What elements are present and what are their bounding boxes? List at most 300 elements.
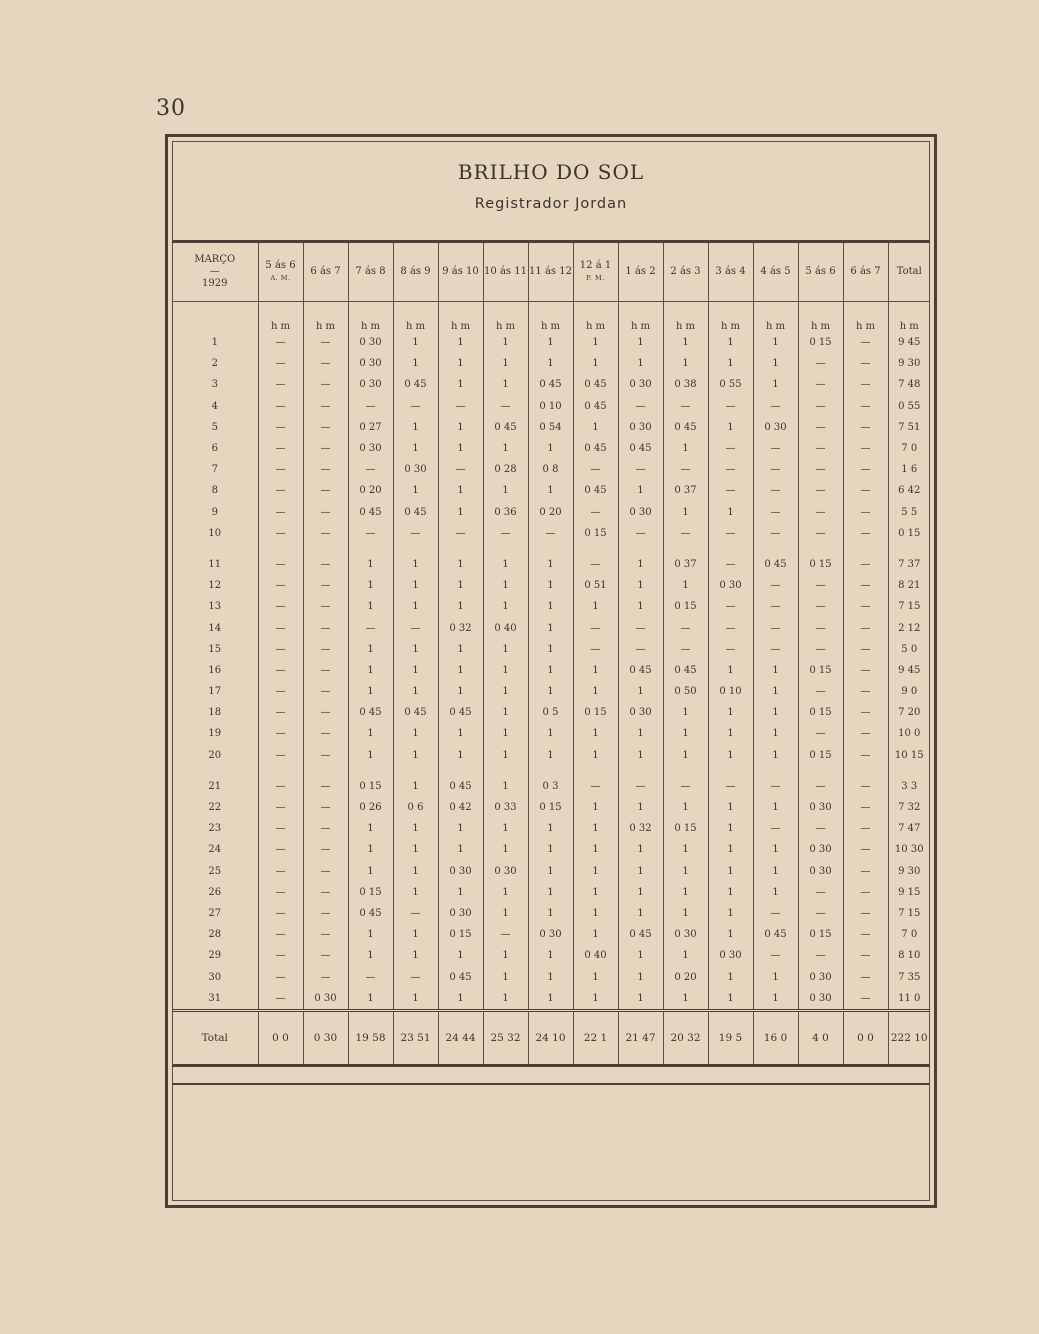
table-cell: 1 [753, 745, 798, 766]
unit-label: h m [573, 302, 618, 333]
table-cell: — [573, 502, 618, 523]
table-cell: 1 [663, 745, 708, 766]
column-header [663, 243, 708, 302]
page-number: 30 [156, 96, 186, 121]
table-cell: 1 [663, 988, 708, 1011]
table-cell: — [483, 396, 528, 417]
table-cell: 1 [753, 702, 798, 723]
day-cell: 27 [208, 907, 222, 919]
table-cell: — [258, 818, 303, 839]
table-cell: — [843, 818, 888, 839]
table-cell: — [348, 396, 393, 417]
table-cell: 1 [483, 596, 528, 617]
table-cell: 9 15 [888, 882, 930, 903]
table-cell: 1 [573, 988, 618, 1011]
table-cell: 0 30 [348, 438, 393, 459]
table-cell: 1 [618, 945, 663, 966]
table-cell: 1 [618, 681, 663, 702]
table-cell: 0 10 [708, 681, 753, 702]
table-row [172, 966, 930, 987]
table-cell: 1 [438, 417, 483, 438]
table-row [172, 766, 930, 797]
table-cell: 1 [573, 417, 618, 438]
bottom-rule [172, 1083, 930, 1085]
table-cell: — [303, 374, 348, 395]
table-cell: — [303, 353, 348, 374]
table-cell: — [798, 417, 843, 438]
table-cell: 1 [348, 924, 393, 945]
table-cell: 1 [438, 818, 483, 839]
table-cell: 7 51 [888, 417, 930, 438]
column-header [708, 243, 753, 302]
table-cell: 0 30 [348, 374, 393, 395]
table-cell: 0 30 [618, 502, 663, 523]
table-cell: 0 3 [528, 766, 573, 797]
table-row [172, 924, 930, 945]
table-cell: — [573, 639, 618, 660]
table-cell: 0 45 [753, 544, 798, 575]
table-cell: — [708, 459, 753, 480]
table-cell: — [393, 966, 438, 987]
page-title: BRILHO DO SOL [457, 160, 645, 184]
table-cell: 1 [528, 723, 573, 744]
table-cell: 1 [573, 681, 618, 702]
table-cell: 1 [483, 660, 528, 681]
unit-label: h m [843, 302, 888, 333]
table-cell: 0 30 [438, 861, 483, 882]
table-cell: 1 [483, 903, 528, 924]
table-cell: — [843, 417, 888, 438]
table-cell: 0 40 [573, 945, 618, 966]
table-cell: — [663, 459, 708, 480]
table-cell: — [258, 353, 303, 374]
table-cell: — [393, 617, 438, 638]
table-cell: — [753, 438, 798, 459]
day-cell: 10 [208, 527, 222, 539]
table-cell: 1 [663, 438, 708, 459]
table-cell: 0 30 [348, 353, 393, 374]
table-cell: 0 30 [798, 988, 843, 1011]
table-cell: — [753, 396, 798, 417]
table-cell: 1 [348, 945, 393, 966]
table-cell: 1 [708, 417, 753, 438]
table-row [172, 945, 930, 966]
table-cell: — [258, 374, 303, 395]
table-cell: — [753, 766, 798, 797]
column-label: 4 ás 5 [760, 266, 791, 277]
table-cell: — [258, 596, 303, 617]
table-cell: 1 [528, 353, 573, 374]
table-cell: 9 45 [888, 332, 930, 353]
table-cell: 1 [618, 723, 663, 744]
table-cell: 7 37 [888, 544, 930, 575]
day-cell: 9 [211, 506, 218, 518]
table-cell: 1 [753, 660, 798, 681]
table-row [172, 660, 930, 681]
table-cell: 0 26 [348, 797, 393, 818]
total-cell: 24 10 [528, 1010, 573, 1064]
table-cell: — [303, 396, 348, 417]
table-cell: — [798, 945, 843, 966]
table-cell: 1 [528, 480, 573, 501]
day-cell: 18 [208, 707, 222, 719]
day-cell: 23 [208, 823, 222, 835]
table-cell: 0 45 [348, 702, 393, 723]
table-cell: — [303, 818, 348, 839]
table-row [172, 332, 930, 353]
table-cell: 0 55 [708, 374, 753, 395]
table-cell: 1 [483, 882, 528, 903]
table-cell: 0 15 [348, 882, 393, 903]
table-cell: 1 [393, 882, 438, 903]
table-cell: — [798, 903, 843, 924]
table-cell: — [753, 502, 798, 523]
table-cell: 1 [753, 681, 798, 702]
table-cell: 1 6 [888, 459, 930, 480]
table-cell: 0 30 [798, 797, 843, 818]
table-row [172, 702, 930, 723]
table-cell: 1 [393, 639, 438, 660]
table-cell: — [753, 575, 798, 596]
header-row [172, 243, 930, 302]
table-cell: 0 30 [798, 861, 843, 882]
table-cell: 1 [438, 544, 483, 575]
table-cell: 1 [393, 681, 438, 702]
table-cell: — [843, 374, 888, 395]
table-cell: — [843, 766, 888, 797]
table-cell: 7 0 [888, 924, 930, 945]
table-cell: 0 15 [573, 523, 618, 544]
table-cell: 1 [663, 797, 708, 818]
table-cell: 0 45 [618, 924, 663, 945]
table-cell: 0 30 [393, 459, 438, 480]
table-cell: — [798, 502, 843, 523]
page-subtitle: Registrador Jordan [474, 196, 628, 212]
table-cell: 1 [753, 861, 798, 882]
total-cell: 222 10 [888, 1010, 930, 1064]
table-cell: 1 [483, 681, 528, 702]
table-cell: 1 [528, 544, 573, 575]
table-cell: — [708, 438, 753, 459]
table-cell: — [843, 544, 888, 575]
day-cell: 25 [208, 865, 222, 877]
table-cell: 1 [618, 797, 663, 818]
table-cell: 7 35 [888, 966, 930, 987]
table-row [172, 861, 930, 882]
table-cell: 0 15 [348, 766, 393, 797]
table-cell: 0 20 [663, 966, 708, 987]
day-cell: 22 [208, 802, 222, 814]
table-cell: 0 38 [663, 374, 708, 395]
table-cell: 1 [708, 882, 753, 903]
table-cell: — [393, 523, 438, 544]
column-header [303, 243, 348, 302]
table-cell: — [573, 544, 618, 575]
table-cell: 1 [618, 575, 663, 596]
table-cell: 0 45 [438, 766, 483, 797]
table-cell: — [798, 459, 843, 480]
day-cell: 13 [208, 601, 222, 613]
column-label: 10 ás 11 [484, 266, 527, 277]
table-cell: — [663, 639, 708, 660]
table-cell: — [258, 523, 303, 544]
table-cell: 2 12 [888, 617, 930, 638]
table-cell: — [843, 639, 888, 660]
table-cell: 0 45 [573, 438, 618, 459]
table-cell: — [258, 660, 303, 681]
table-cell: 1 [348, 681, 393, 702]
table-cell: 1 [348, 544, 393, 575]
table-cell: — [303, 839, 348, 860]
table-cell: — [843, 681, 888, 702]
table-row [172, 596, 930, 617]
table-cell: — [663, 396, 708, 417]
table-cell: 11 0 [888, 988, 930, 1011]
table-cell: 1 [438, 438, 483, 459]
table-cell: 1 [438, 374, 483, 395]
table-cell: 1 [753, 797, 798, 818]
total-cell: 19 5 [708, 1010, 753, 1064]
table-cell: — [843, 502, 888, 523]
day-cell: 17 [208, 686, 222, 698]
table-cell: — [798, 766, 843, 797]
table-cell: 0 15 [663, 596, 708, 617]
table-cell: 0 15 [798, 702, 843, 723]
day-cell: 8 [211, 485, 218, 497]
table-cell: 1 [528, 617, 573, 638]
column-header [618, 243, 663, 302]
table-cell: — [843, 797, 888, 818]
table-cell: 1 [438, 945, 483, 966]
table-cell: 1 [573, 882, 618, 903]
month-label: MARÇO [194, 254, 236, 265]
column-header [438, 243, 483, 302]
table-cell: 1 [528, 988, 573, 1011]
table-cell: 1 [393, 861, 438, 882]
table-cell: 1 [528, 839, 573, 860]
table-cell: — [303, 639, 348, 660]
table-cell: 1 [528, 660, 573, 681]
totals-row [172, 1010, 930, 1064]
table-cell: 1 [528, 903, 573, 924]
day-cell: 31 [208, 992, 222, 1004]
table-cell: — [753, 818, 798, 839]
table-cell: 1 [438, 681, 483, 702]
table-cell: — [798, 523, 843, 544]
table-cell: — [258, 639, 303, 660]
table-cell: 1 [483, 818, 528, 839]
table-cell: 0 15 [528, 797, 573, 818]
total-cell: 22 1 [573, 1010, 618, 1064]
table-cell: — [303, 660, 348, 681]
table-cell: 8 21 [888, 575, 930, 596]
table-cell: — [258, 617, 303, 638]
table-cell: 1 [573, 966, 618, 987]
table-cell: — [303, 332, 348, 353]
day-cell: 14 [208, 622, 222, 634]
table-cell: — [258, 745, 303, 766]
total-cell: 0 30 [303, 1010, 348, 1064]
table-cell: 1 [438, 723, 483, 744]
day-cell: 21 [208, 780, 222, 792]
month-dash: — [209, 266, 220, 277]
table-cell: 1 [483, 988, 528, 1011]
table-cell: 0 28 [483, 459, 528, 480]
table-cell: 0 30 [798, 839, 843, 860]
table-cell: — [708, 639, 753, 660]
table-cell: — [843, 396, 888, 417]
title-block [172, 160, 930, 212]
table-cell: — [303, 417, 348, 438]
table-cell: 0 20 [528, 502, 573, 523]
table-row [172, 523, 930, 544]
table-row [172, 723, 930, 744]
table-cell: — [303, 459, 348, 480]
table-cell: 1 [618, 839, 663, 860]
table-cell: 1 [708, 818, 753, 839]
table-cell: 0 10 [528, 396, 573, 417]
table-cell: — [753, 459, 798, 480]
table-cell: — [618, 639, 663, 660]
total-cell: 23 51 [393, 1010, 438, 1064]
unit-label: h m [528, 302, 573, 333]
table-cell: — [258, 723, 303, 744]
day-cell: 7 [211, 464, 218, 476]
table-cell: 1 [438, 660, 483, 681]
table-cell: — [573, 459, 618, 480]
table-cell: 3 3 [888, 766, 930, 797]
table-cell: 1 [528, 882, 573, 903]
table-cell: 1 [573, 660, 618, 681]
table-cell: — [798, 723, 843, 744]
table-cell: 7 15 [888, 596, 930, 617]
table-cell: 1 [573, 332, 618, 353]
table-cell: — [618, 459, 663, 480]
table-cell: 1 [483, 575, 528, 596]
table-row [172, 617, 930, 638]
table-cell: — [483, 924, 528, 945]
total-cell: 0 0 [843, 1010, 888, 1064]
table-row [172, 882, 930, 903]
total-cell: 19 58 [348, 1010, 393, 1064]
table-cell: 1 [753, 332, 798, 353]
day-cell: 15 [208, 643, 222, 655]
table-row [172, 903, 930, 924]
table-cell: 9 30 [888, 861, 930, 882]
table-cell: 1 [528, 332, 573, 353]
day-cell: 4 [211, 400, 218, 412]
column-label: 6 ás 7 [850, 266, 881, 277]
table-cell: — [303, 681, 348, 702]
unit-label: h m [798, 302, 843, 333]
table-cell: — [843, 723, 888, 744]
table-cell: — [348, 523, 393, 544]
table-cell: 1 [708, 924, 753, 945]
table-row [172, 374, 930, 395]
table-cell: — [303, 544, 348, 575]
table-cell: — [258, 681, 303, 702]
total-cell: 21 47 [618, 1010, 663, 1064]
table-cell: — [258, 502, 303, 523]
table-cell: 0 45 [753, 924, 798, 945]
table-cell: — [303, 903, 348, 924]
table-cell: 1 [393, 417, 438, 438]
table-cell: 1 [483, 766, 528, 797]
table-cell: 0 36 [483, 502, 528, 523]
table-cell: — [258, 903, 303, 924]
table-cell: 1 [663, 861, 708, 882]
table-cell: — [843, 575, 888, 596]
table-cell: 1 [348, 839, 393, 860]
table-cell: — [843, 903, 888, 924]
table-cell: 7 47 [888, 818, 930, 839]
table-cell: — [303, 702, 348, 723]
day-cell: 28 [208, 929, 222, 941]
column-label: 12 á 1 [579, 260, 612, 271]
table-cell: — [843, 459, 888, 480]
table-cell: 1 [528, 818, 573, 839]
table-cell: — [303, 575, 348, 596]
table-cell: 0 20 [348, 480, 393, 501]
table-cell: 1 [708, 797, 753, 818]
table-cell: 1 [573, 596, 618, 617]
table-cell: 1 [393, 818, 438, 839]
table-row [172, 839, 930, 860]
column-header [753, 243, 798, 302]
table-cell: 1 [528, 575, 573, 596]
table-cell: 1 [393, 438, 438, 459]
table-cell: 0 30 [483, 861, 528, 882]
table-cell: 1 [618, 332, 663, 353]
table-cell: — [843, 353, 888, 374]
table-cell: — [438, 459, 483, 480]
table-cell: — [708, 596, 753, 617]
table-cell: 0 15 [798, 544, 843, 575]
total-cell: 20 32 [663, 1010, 708, 1064]
table-cell: 1 [753, 839, 798, 860]
table-cell: 1 [663, 882, 708, 903]
table-cell: 1 [393, 839, 438, 860]
table-cell: 1 [348, 745, 393, 766]
table-cell: — [303, 966, 348, 987]
table-cell: — [258, 575, 303, 596]
table-cell: — [753, 639, 798, 660]
table-cell: — [618, 766, 663, 797]
table-cell: 0 51 [573, 575, 618, 596]
column-label: 2 ás 3 [670, 266, 701, 277]
table-cell: 1 [438, 502, 483, 523]
table-cell: 0 15 [663, 818, 708, 839]
table-cell: — [708, 480, 753, 501]
table-cell: — [303, 882, 348, 903]
day-cell: 3 [211, 379, 218, 391]
table-cell: 1 [348, 723, 393, 744]
table-cell: — [258, 797, 303, 818]
table-cell: 1 [708, 966, 753, 987]
table-cell: 1 [348, 818, 393, 839]
unit-label: h m [708, 302, 753, 333]
table-cell: 7 15 [888, 903, 930, 924]
table-cell: — [258, 966, 303, 987]
day-cell: 30 [208, 971, 222, 983]
column-label: 6 ás 7 [310, 266, 341, 277]
unit-label: h m [258, 302, 303, 333]
table-cell: 0 15 [798, 924, 843, 945]
table-row [172, 797, 930, 818]
table-cell: — [258, 544, 303, 575]
table-cell: — [843, 882, 888, 903]
day-cell: 1 [211, 337, 218, 349]
